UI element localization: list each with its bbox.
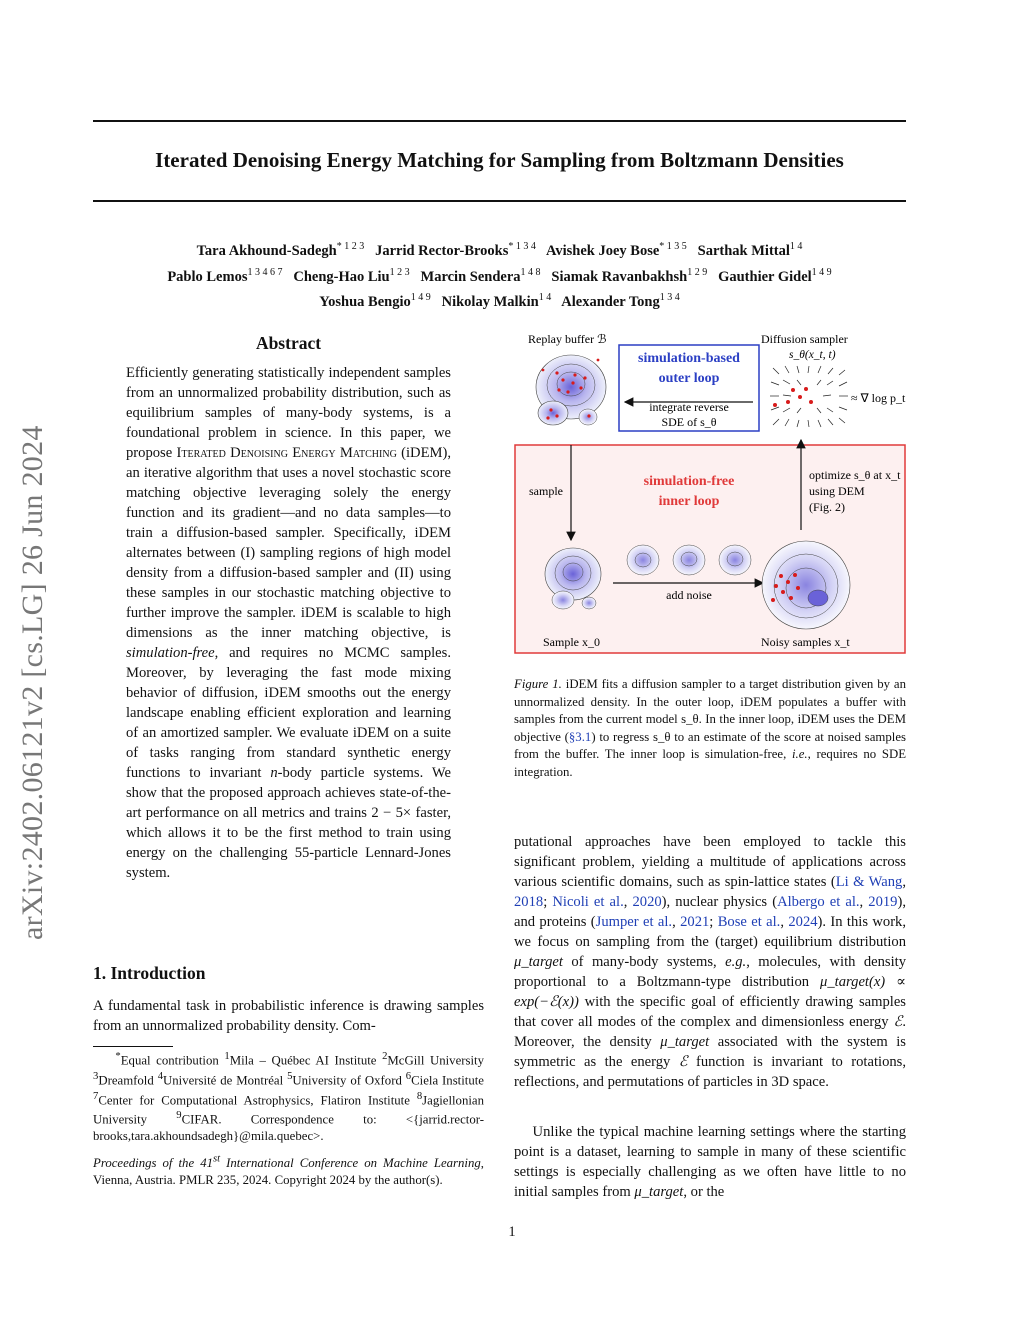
replay-buffer-density [536,355,606,425]
author: Marcin Sendera$^{1 4 8}$ [420,266,541,285]
sample-x0-density [545,548,601,609]
label-s-theta: s_θ(x_t, t) [789,349,836,361]
label-outer-loop-1: simulation-based [638,351,740,366]
section-link[interactable]: §3.1 [568,729,592,744]
label-optimize-1: optimize s_θ at x_t [809,468,901,482]
affiliations-footnote: *Equal contribution $^1$Mila – Québec AI Institute $^2$McGill University $^3$Dreamfold $^4$Université de Montréal $^5$University of Oxford $^6$Ciela Institute $^7$Center for Computational Astrophysics, Flatiron Institute $^8$Jagiellonian University $^9$CIFAR. Correspondence to: <{jarrid.rector-brooks,tara.akhoundsadegh}@mila.quebec>. [93,1051,485,1144]
label-inner-loop-1: simulation-free [643,474,735,489]
author: Alexander Tong$^{1 3 4}$ [561,292,680,311]
figure-1-caption: Figure 1. iDEM fits a diffusion sampler to a target distribution given by an unnormalized density. In the outer loop, iDEM populates a buffer with samples from the current model s_θ. In the inner loop, iDEM uses the DEM objective (§3.1) to regress s_θ to an estimate of the score at noised samples from the buffer. The inner loop is simulation-free, i.e., requires no SDE integration. [514,677,907,779]
noising-densities [627,545,751,575]
author-row [93,236,906,262]
intro-paragraph: A fundamental task in probabilistic inference is drawing samples from an unnormalized probability density. Com- [93,998,484,1034]
label-noisy-samples: Noisy samples x_t [761,635,850,649]
page-number: 1 [508,1224,516,1240]
author-row [93,288,906,314]
intro-paragraph-continued: putational approaches have been employed to tackle this significant problem, yielding a multitude of applications across various scientific domains, such as spin-lattice states (Li & Wang, 2018; Nicoli et al., 2020), nuclear physics (Albergo et al., 2019), and proteins (Jumper et al., 2021; Bose et al., 2024). In this work, we focus on sampling from the (target) equilibrium distribution μ_target of many-body systems, e.g., molecules, with density proportional to a Boltzmann-type distribution μ_target(x) ∝ exp(−ℰ(x)) with the specific goal of efficiently drawing samples that cover all modes of the complex and dimensionless energy ℰ. Moreover, the density μ_target associated with the system is symmetric as the energy ℰ function is invariant to rotations, reflections, and permutations of particles in 3D space. [514,834,907,1090]
author-row [93,262,906,288]
title-top-rule [93,120,906,122]
author: Siamak Ravanbakhsh$^{1 2 9}$ [551,266,708,285]
author: Avishek Joey Bose$^{* 1 3 5}$ [545,241,687,259]
citation-link[interactable]: Li & Wang [835,874,903,890]
intro-paragraph-2: Unlike the typical machine learning settings where the starting point is a dataset, learning to sample in many of these scientific settings is especially challenging as we often have little to no initial samples from μ_target, or the [514,1124,906,1200]
citation-link[interactable]: Nicoli et al. [552,894,624,910]
author: Nikolay Malkin$^{1 4}$ [441,292,552,311]
section-heading-introduction: 1. Introduction [93,963,206,983]
author: Sarthak Mittal$^{1 4}$ [697,241,803,259]
author: Pablo Lemos$^{1 3 4 6 7}$ [167,266,283,285]
title-bottom-rule [93,200,906,202]
label-sample-x0: Sample x_0 [543,635,600,649]
citation-link[interactable]: Albergo et al. [777,894,860,910]
author: Gauthier Gidel$^{1 4 9}$ [718,266,832,285]
footnote-rule [93,1046,173,1047]
abstract-heading: Abstract [255,333,322,353]
author: Cheng-Hao Liu$^{1 2 3}$ [293,266,410,285]
arxiv-identifier: arXiv:2402.06121v2 [cs.LG] 26 Jun 2024 [16,425,49,940]
label-replay-buffer: Replay buffer ℬ [528,332,607,346]
label-sample: sample [529,484,563,498]
figure-1-diagram [513,330,907,656]
label-integrate-1: integrate reverse [649,400,729,414]
author-list [93,236,906,313]
abstract-text: Efficiently generating statistically independent samples from an unnormalized probability distribution, such as equilibrium samples of many-body systems, is a foundational problem in science. In this paper, we propose Iterated Denoising Energy Matching (iDEM), an iterative algorithm that uses a novel stochastic score matching objective leveraging solely the energy function and its gradient—and no data samples—to train a diffusion-based sampler. Specifically, iDEM alternates between (I) sampling regions of high model density from a diffusion-based sampler and (II) using these samples in our stochastic matching objective to further improve the sampler. iDEM is scalable to high dimensions as the inner matching objective, is simulation-free, and requires no MCMC samples. Moreover, by leveraging the fast mode mixing behavior of diffusion, iDEM smooths out the energy landscape enabling efficient exploration and learning of an amortized sampler. We evaluate iDEM on a suite of tasks ranging from standard synthetic energy functions to invariant n-body particle systems. We show that the proposed approach achieves state-of-the-art performance on all metrics and trains 2 − 5× faster, which allows it to be the first method to train using energy on the challenging 55-particle Lennard-Jones system. [126,365,451,881]
correspondence-email[interactable]: <{jarrid.rector-brooks,tara.akhoundsadegh}@mila.quebec>. [93,1112,485,1144]
diffusion-sampler-field [770,366,848,427]
label-grad-log-p: ≈ ∇ log p_t [851,391,906,405]
paper-title: Iterated Denoising Energy Matching for Sampling from Boltzmann Densities [155,148,844,172]
citation-link[interactable]: 2021 [680,914,710,930]
noisy-samples-density [762,541,850,629]
citation-link[interactable]: 2018 [514,894,544,910]
label-diffusion-sampler: Diffusion sampler [761,332,848,346]
citation-link[interactable]: 2020 [632,894,662,910]
proceedings-note: Proceedings of the 41st International Conference on Machine Learning, Vienna, Austria. PMLR 235, 2024. Copyright 2024 by the author(s). [93,1154,484,1187]
citation-link[interactable]: 2024 [788,914,818,930]
label-add-noise: add noise [666,588,712,602]
citation-link[interactable]: Jumper et al. [595,914,673,930]
label-inner-loop-2: inner loop [658,494,720,509]
author: Jarrid Rector-Brooks$^{* 1 3 4}$ [375,241,536,259]
author: Tara Akhound-Sadegh$^{* 1 2 3}$ [196,241,365,259]
label-integrate-2: SDE of s_θ [661,415,717,429]
citation-link[interactable]: 2019 [868,894,898,910]
label-outer-loop-2: outer loop [658,371,720,386]
label-optimize-2: using DEM [809,484,865,498]
author: Yoshua Bengio$^{1 4 9}$ [319,292,431,311]
citation-link[interactable]: Bose et al. [717,914,781,930]
label-optimize-3: (Fig. 2) [809,500,845,514]
